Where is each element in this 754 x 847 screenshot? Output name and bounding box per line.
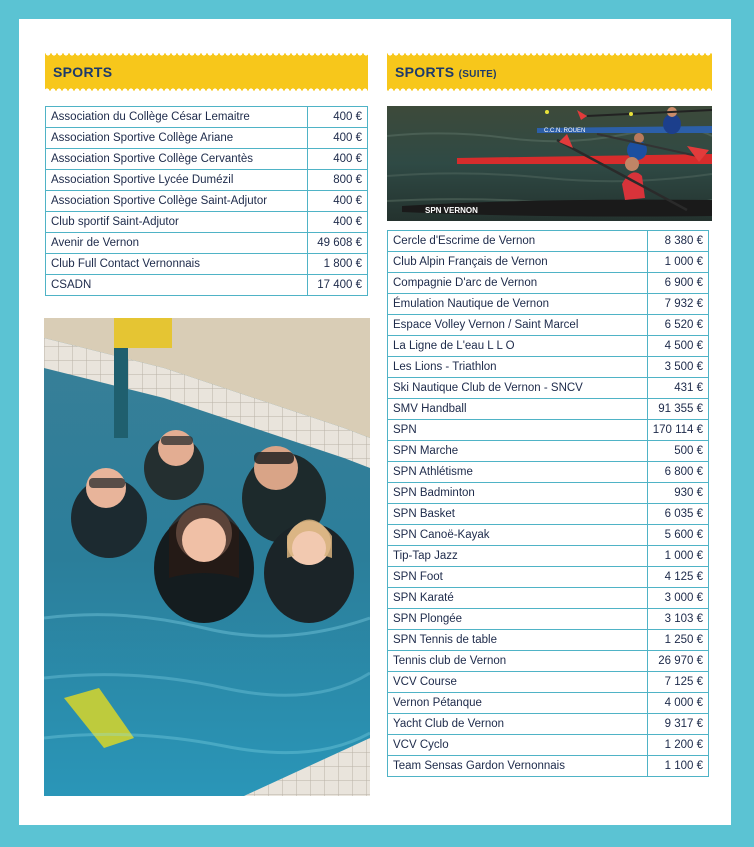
subsidy-amount: 3 500 €	[647, 357, 708, 378]
subsidy-amount: 17 400 €	[308, 275, 368, 296]
kayak-photo-illustration	[387, 106, 712, 221]
subsidy-amount: 400 €	[308, 191, 368, 212]
subsidy-amount: 4 500 €	[647, 336, 708, 357]
left-subsidy-table	[45, 106, 368, 296]
organization-name: Team Sensas Gardon Vernonnais	[388, 756, 648, 777]
table-row	[388, 294, 709, 315]
table-row	[388, 483, 709, 504]
front-kayak-label: SPN VERNON	[425, 206, 478, 215]
table-row	[388, 546, 709, 567]
back-kayak-label: C.C.N. ROUEN	[544, 128, 586, 134]
subsidy-amount: 400 €	[308, 128, 368, 149]
subsidy-amount: 6 520 €	[647, 315, 708, 336]
right-section-banner	[387, 53, 712, 91]
organization-name: SPN Marche	[388, 441, 648, 462]
organization-name: Association du Collège César Lemaitre	[46, 107, 308, 128]
diving-photo-illustration	[44, 318, 370, 796]
table-row	[388, 567, 709, 588]
table-row	[46, 275, 368, 296]
table-row	[388, 462, 709, 483]
subsidy-amount: 930 €	[647, 483, 708, 504]
subsidy-amount: 6 900 €	[647, 273, 708, 294]
organization-name: SPN Plongée	[388, 609, 648, 630]
left-section-title: SPORTS	[53, 64, 113, 80]
subsidy-amount: 9 317 €	[647, 714, 708, 735]
subsidy-amount: 431 €	[647, 378, 708, 399]
subsidy-amount: 3 103 €	[647, 609, 708, 630]
table-row	[388, 672, 709, 693]
organization-name: Club Full Contact Vernonnais	[46, 254, 308, 275]
right-table-body	[388, 231, 709, 777]
kayak-photo	[387, 106, 712, 221]
table-row	[388, 525, 709, 546]
organization-name: VCV Cyclo	[388, 735, 648, 756]
table-row	[388, 588, 709, 609]
right-section-title: SPORTS	[395, 64, 455, 80]
subsidy-amount: 400 €	[308, 107, 368, 128]
table-row	[388, 231, 709, 252]
organization-name: SPN Foot	[388, 567, 648, 588]
organization-name: Tip-Tap Jazz	[388, 546, 648, 567]
organization-name: Avenir de Vernon	[46, 233, 308, 254]
table-row	[388, 399, 709, 420]
subsidy-amount: 49 608 €	[308, 233, 368, 254]
table-row	[388, 315, 709, 336]
organization-name: CSADN	[46, 275, 308, 296]
organization-name: Association Sportive Lycée Dumézil	[46, 170, 308, 191]
table-row	[46, 233, 368, 254]
organization-name: SPN Badminton	[388, 483, 648, 504]
table-row	[388, 735, 709, 756]
subsidy-amount: 6 800 €	[647, 462, 708, 483]
organization-name: Ski Nautique Club de Vernon - SNCV	[388, 378, 648, 399]
table-row	[46, 170, 368, 191]
organization-name: Les Lions - Triathlon	[388, 357, 648, 378]
diving-photo	[44, 318, 370, 796]
table-row	[388, 420, 709, 441]
subsidy-amount: 7 125 €	[647, 672, 708, 693]
subsidy-amount: 3 000 €	[647, 588, 708, 609]
table-row	[388, 714, 709, 735]
subsidy-amount: 1 200 €	[647, 735, 708, 756]
subsidy-amount: 8 380 €	[647, 231, 708, 252]
organization-name: Association Sportive Collège Ariane	[46, 128, 308, 149]
organization-name: Association Sportive Collège Cervantès	[46, 149, 308, 170]
subsidy-amount: 1 000 €	[647, 546, 708, 567]
table-row	[388, 336, 709, 357]
table-row	[388, 357, 709, 378]
organization-name: Association Sportive Collège Saint-Adjutor	[46, 191, 308, 212]
organization-name: SPN Canoë-Kayak	[388, 525, 648, 546]
subsidy-amount: 5 600 €	[647, 525, 708, 546]
subsidy-amount: 1 000 €	[647, 252, 708, 273]
organization-name: SPN Athlétisme	[388, 462, 648, 483]
subsidy-amount: 1 100 €	[647, 756, 708, 777]
left-section-banner	[45, 53, 368, 91]
table-row	[388, 504, 709, 525]
organization-name: Club sportif Saint-Adjutor	[46, 212, 308, 233]
organization-name: Vernon Pétanque	[388, 693, 648, 714]
table-row	[46, 191, 368, 212]
table-row	[388, 630, 709, 651]
subsidy-amount: 400 €	[308, 212, 368, 233]
subsidy-amount: 7 932 €	[647, 294, 708, 315]
organization-name: Émulation Nautique de Vernon	[388, 294, 648, 315]
subsidy-amount: 170 114 €	[647, 420, 708, 441]
organization-name: Tennis club de Vernon	[388, 651, 648, 672]
organization-name: SPN Karaté	[388, 588, 648, 609]
organization-name: Cercle d'Escrime de Vernon	[388, 231, 648, 252]
organization-name: SMV Handball	[388, 399, 648, 420]
subsidy-amount: 26 970 €	[647, 651, 708, 672]
organization-name: Yacht Club de Vernon	[388, 714, 648, 735]
subsidy-amount: 1 250 €	[647, 630, 708, 651]
organization-name: SPN Basket	[388, 504, 648, 525]
subsidy-amount: 6 035 €	[647, 504, 708, 525]
table-row	[388, 378, 709, 399]
organization-name: SPN Tennis de table	[388, 630, 648, 651]
subsidy-amount: 1 800 €	[308, 254, 368, 275]
table-row	[46, 149, 368, 170]
organization-name: Espace Volley Vernon / Saint Marcel	[388, 315, 648, 336]
table-row	[46, 254, 368, 275]
organization-name: Club Alpin Français de Vernon	[388, 252, 648, 273]
subsidy-amount: 400 €	[308, 149, 368, 170]
organization-name: La Ligne de L'eau L L O	[388, 336, 648, 357]
table-row	[388, 441, 709, 462]
table-row	[46, 212, 368, 233]
table-row	[46, 107, 368, 128]
table-row	[388, 273, 709, 294]
table-row	[388, 252, 709, 273]
organization-name: Compagnie D'arc de Vernon	[388, 273, 648, 294]
left-table-body	[46, 107, 368, 296]
table-row	[46, 128, 368, 149]
subsidy-amount: 4 000 €	[647, 693, 708, 714]
pool-ladder	[114, 318, 172, 348]
right-section-title-suffix: (SUITE)	[458, 69, 497, 80]
right-subsidy-table	[387, 230, 709, 777]
table-row	[388, 651, 709, 672]
subsidy-amount: 800 €	[308, 170, 368, 191]
table-row	[388, 693, 709, 714]
table-row	[388, 609, 709, 630]
table-row	[388, 756, 709, 777]
organization-name: VCV Course	[388, 672, 648, 693]
subsidy-amount: 500 €	[647, 441, 708, 462]
organization-name: SPN	[388, 420, 648, 441]
subsidy-amount: 91 355 €	[647, 399, 708, 420]
subsidy-amount: 4 125 €	[647, 567, 708, 588]
